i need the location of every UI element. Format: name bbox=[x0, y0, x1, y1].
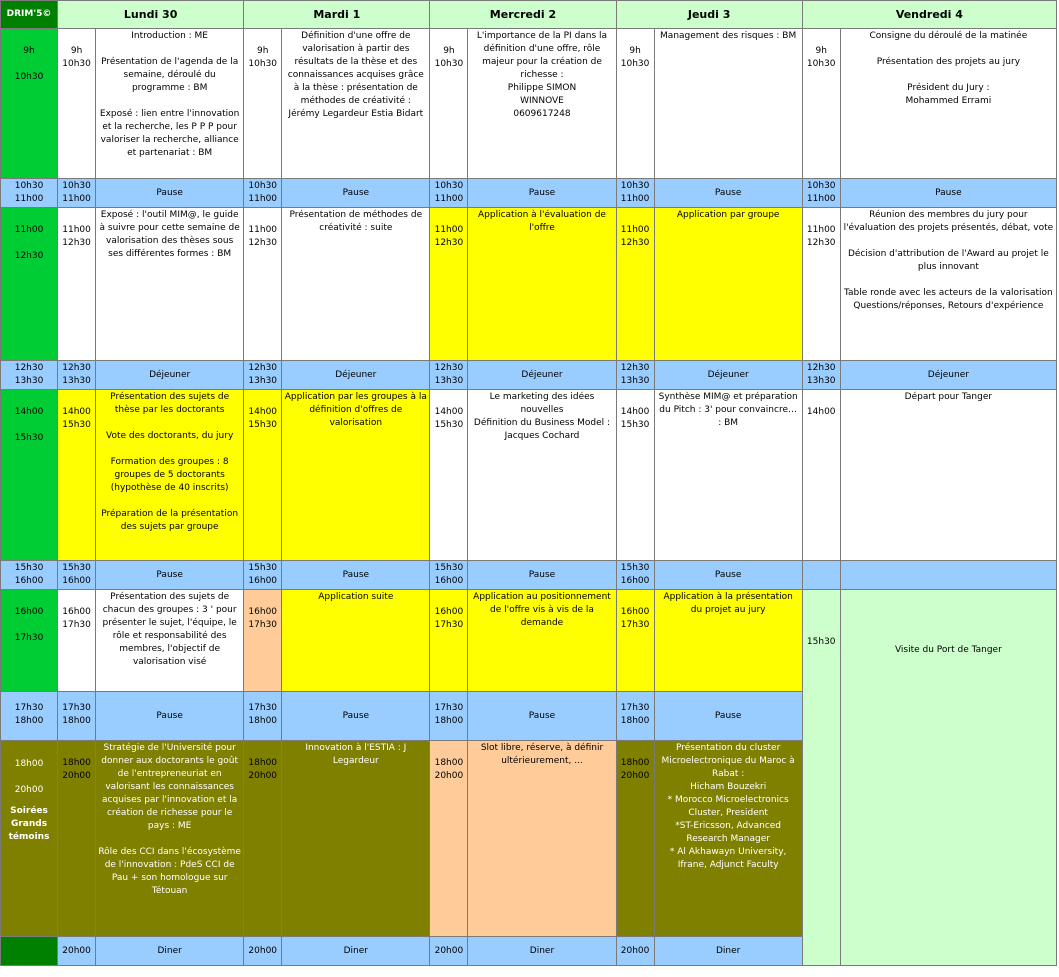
session-lundi-7: Présentation des sujets de chacun des groupes : 3 ' pour présenter le sujet, l'équipe, le rôle et responsabilité des membres, l'objectif de valorisation visé bbox=[96, 590, 244, 692]
time-cell: 10h30 11h00 bbox=[802, 179, 840, 208]
time-cell: 9h 10h30 bbox=[58, 29, 96, 179]
time-cell: 14h00 15h30 bbox=[616, 390, 654, 561]
time-cell: 17h30 18h00 bbox=[616, 692, 654, 741]
session-mardi-3: Présentation de méthodes de créativité : suite bbox=[282, 208, 430, 361]
pause-cell: Pause bbox=[96, 561, 244, 590]
session-mercredi-9: Slot libre, réserve, à définir ultérieurement, ... bbox=[468, 741, 616, 937]
time-cell: 11h00 12h30 bbox=[616, 208, 654, 361]
time-cell: 14h00 15h30 bbox=[430, 390, 468, 561]
time-cell: 14h00 bbox=[802, 390, 840, 561]
pause-cell: Pause bbox=[96, 179, 244, 208]
time-label-evening bbox=[1, 741, 58, 937]
session-mardi-9: Innovation à l'ESTIA : J Legardeur bbox=[282, 741, 430, 937]
time-label: 11h00 12h30 bbox=[1, 208, 58, 361]
lunch-cell: Déjeuner bbox=[468, 361, 616, 390]
time-cell: 12h30 13h30 bbox=[430, 361, 468, 390]
diner-cell: Diner bbox=[282, 937, 430, 966]
row-pause-1 bbox=[1, 179, 1057, 208]
time-cell: 16h00 17h30 bbox=[244, 590, 282, 692]
day-header-lundi: Lundi 30 bbox=[58, 1, 244, 29]
time-label: 10h30 11h00 bbox=[1, 179, 58, 208]
lunch-cell: Déjeuner bbox=[282, 361, 430, 390]
time-cell: 14h00 15h30 bbox=[244, 390, 282, 561]
time-label bbox=[1, 937, 58, 966]
time-cell: 12h30 13h30 bbox=[616, 361, 654, 390]
day-header-mercredi: Mercredi 2 bbox=[430, 1, 616, 29]
pause-cell: Pause bbox=[468, 561, 616, 590]
row-lunch bbox=[1, 361, 1057, 390]
time-label: 14h00 15h30 bbox=[1, 390, 58, 561]
time-label: 12h30 13h30 bbox=[1, 361, 58, 390]
header-row bbox=[1, 1, 1057, 29]
time-cell: 12h30 13h30 bbox=[244, 361, 282, 390]
session-jeudi-7: Application à la présentation du projet au jury bbox=[654, 590, 802, 692]
session-vendredi-3: Réunion des membres du jury pour l'évaluation des projets présentés, débat, vote Décision d'attribution de l'Award au projet le plus innovant Table ronde avec les acteurs de la valorisation Questions/réponses, Retours d'expérience bbox=[840, 208, 1056, 361]
session-lundi-3: Exposé : l'outil MIM@, le guide à suivre pour cette semaine de valorisation des thèses sous ses différentes formes : BM bbox=[96, 208, 244, 361]
session-mercredi-5: Le marketing des idées nouvelles Définition du Business Model : Jacques Cochard bbox=[468, 390, 616, 561]
time-cell: 12h30 13h30 bbox=[58, 361, 96, 390]
time-cell: 9h 10h30 bbox=[244, 29, 282, 179]
time-label: 16h00 17h30 bbox=[1, 590, 58, 692]
pause-cell: Pause bbox=[468, 692, 616, 741]
pause-cell: Pause bbox=[96, 692, 244, 741]
time-cell: 9h 10h30 bbox=[802, 29, 840, 179]
pause-cell: Pause bbox=[840, 179, 1056, 208]
time-cell: 17h30 18h00 bbox=[58, 692, 96, 741]
time-cell: 20h00 bbox=[58, 937, 96, 966]
pause-cell: Pause bbox=[468, 179, 616, 208]
session-mercredi-1: L'importance de la PI dans la définition d'une offre, rôle majeur pour la création de richesse : Philippe SIMON WINNOVE 0609617248 bbox=[468, 29, 616, 179]
time-cell: 10h30 11h00 bbox=[244, 179, 282, 208]
time-cell: 10h30 11h00 bbox=[616, 179, 654, 208]
session-mardi-7: Application suite bbox=[282, 590, 430, 692]
session-vendredi-7: Visite du Port de Tanger bbox=[840, 590, 1056, 966]
session-mercredi-3: Application à l'évaluation de l'offre bbox=[468, 208, 616, 361]
time-cell: 12h30 13h30 bbox=[802, 361, 840, 390]
time-cell: 17h30 18h00 bbox=[244, 692, 282, 741]
time-cell: 20h00 bbox=[616, 937, 654, 966]
row-pause-2 bbox=[1, 561, 1057, 590]
time-cell: 14h00 15h30 bbox=[58, 390, 96, 561]
time-cell: 15h30 16h00 bbox=[58, 561, 96, 590]
session-mardi-1: Définition d'une offre de valorisation à partir des résultats de la thèse et des connaissances acquises grâce à la thèse : présentation de méthodes de créativité : Jérémy Legardeur Estia Bidart bbox=[282, 29, 430, 179]
time-cell: 18h00 20h00 bbox=[616, 741, 654, 937]
time-cell: 15h30 16h00 bbox=[616, 561, 654, 590]
session-jeudi-5: Synthèse MIM@ et préparation du Pitch : 3' pour convaincre… : BM bbox=[654, 390, 802, 561]
session-lundi-5: Présentation des sujets de thèse par les doctorants Vote des doctorants, du jury Formation des groupes : 8 groupes de 5 doctorants (hypothèse de 40 inscrits) Préparation de la présentation des sujets par groupe bbox=[96, 390, 244, 561]
time-cell: 20h00 bbox=[430, 937, 468, 966]
lunch-cell: Déjeuner bbox=[96, 361, 244, 390]
time-cell: 16h00 17h30 bbox=[616, 590, 654, 692]
session-vendredi-1: Consigne du déroulé de la matinée Présentation des projets au jury Président du Jury : Mohammed Errami bbox=[840, 29, 1056, 179]
empty-cell bbox=[840, 561, 1056, 590]
evening-times: 18h00 20h00 bbox=[14, 759, 44, 795]
time-label: 17h30 18h00 bbox=[1, 692, 58, 741]
day-header-vendredi: Vendredi 4 bbox=[802, 1, 1056, 29]
evening-label: Soirées Grands témoins bbox=[8, 806, 50, 842]
time-cell: 11h00 12h30 bbox=[244, 208, 282, 361]
session-mardi-5: Application par les groupes à la définition d'offres de valorisation bbox=[282, 390, 430, 561]
time-cell: 15h30 bbox=[802, 590, 840, 966]
time-label: 9h 10h30 bbox=[1, 29, 58, 179]
pause-cell: Pause bbox=[282, 561, 430, 590]
pause-cell: Pause bbox=[654, 179, 802, 208]
time-cell: 11h00 12h30 bbox=[802, 208, 840, 361]
logo: DRIM'5© bbox=[1, 1, 58, 29]
diner-cell: Diner bbox=[468, 937, 616, 966]
lunch-cell: Déjeuner bbox=[654, 361, 802, 390]
day-header-jeudi: Jeudi 3 bbox=[616, 1, 802, 29]
diner-cell: Diner bbox=[654, 937, 802, 966]
time-cell: 9h 10h30 bbox=[616, 29, 654, 179]
pause-cell: Pause bbox=[654, 692, 802, 741]
time-cell: 17h30 18h00 bbox=[430, 692, 468, 741]
diner-cell: Diner bbox=[96, 937, 244, 966]
session-vendredi-5: Départ pour Tanger bbox=[840, 390, 1056, 561]
session-jeudi-9: Présentation du cluster Microelectronique du Maroc à Rabat : Hicham Bouzekri * Morocco Microelectronics Cluster, President *ST-Ericsson, Advanced Research Manager * Al Akhawayn University, Ifrane, Adjunct Faculty bbox=[654, 741, 802, 937]
time-cell: 18h00 20h00 bbox=[58, 741, 96, 937]
time-cell: 15h30 16h00 bbox=[430, 561, 468, 590]
time-cell: 18h00 20h00 bbox=[244, 741, 282, 937]
pause-cell: Pause bbox=[282, 692, 430, 741]
time-cell: 11h00 12h30 bbox=[430, 208, 468, 361]
row-14h bbox=[1, 390, 1057, 561]
time-cell: 10h30 11h00 bbox=[58, 179, 96, 208]
session-jeudi-3: Application par groupe bbox=[654, 208, 802, 361]
time-cell: 15h30 16h00 bbox=[244, 561, 282, 590]
time-cell: 10h30 11h00 bbox=[430, 179, 468, 208]
time-cell: 11h00 12h30 bbox=[58, 208, 96, 361]
time-cell: 18h00 20h00 bbox=[430, 741, 468, 937]
day-header-mardi: Mardi 1 bbox=[244, 1, 430, 29]
time-label: 15h30 16h00 bbox=[1, 561, 58, 590]
time-cell: 20h00 bbox=[244, 937, 282, 966]
session-lundi-1: Introduction : ME Présentation de l'agenda de la semaine, déroulé du programme : BM Exposé : lien entre l'innovation et la recherche, les P P P pour valoriser la recherche, alliance et partenariat : BM bbox=[96, 29, 244, 179]
time-cell: 16h00 17h30 bbox=[430, 590, 468, 692]
pause-cell: Pause bbox=[282, 179, 430, 208]
session-lundi-9: Stratégie de l'Université pour donner aux doctorants le goût de l'entrepreneuriat en valorisant les connaissances acquises par l'innovation et la création de richesse pour le pays : ME Rôle des CCI dans l'écosystème de l'innovation : PdeS CCI de Pau + son homologue sur Tétouan bbox=[96, 741, 244, 937]
row-9h bbox=[1, 29, 1057, 179]
row-16h bbox=[1, 590, 1057, 692]
session-jeudi-1: Management des risques : BM bbox=[654, 29, 802, 179]
lunch-cell: Déjeuner bbox=[840, 361, 1056, 390]
pause-cell: Pause bbox=[654, 561, 802, 590]
row-11h bbox=[1, 208, 1057, 361]
empty-cell bbox=[802, 561, 840, 590]
time-cell: 9h 10h30 bbox=[430, 29, 468, 179]
time-cell: 16h00 17h30 bbox=[58, 590, 96, 692]
session-mercredi-7: Application au positionnement de l'offre vis à vis de la demande bbox=[468, 590, 616, 692]
